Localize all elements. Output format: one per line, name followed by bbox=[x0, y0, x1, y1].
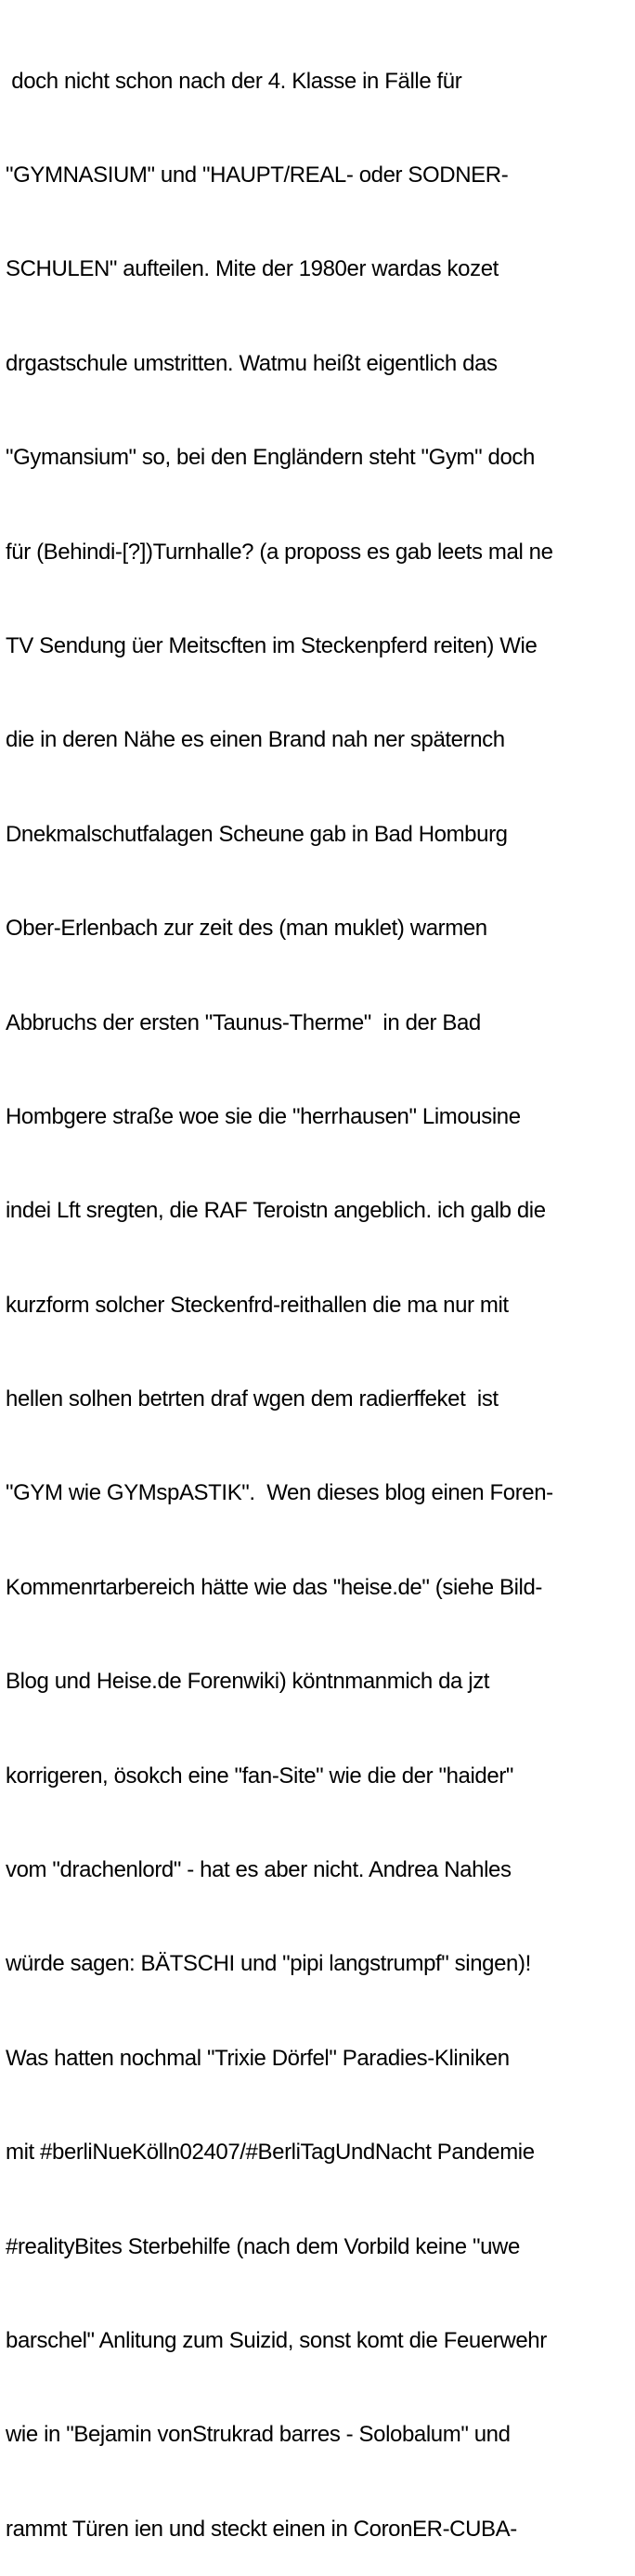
text-line: Ober-Erlenbach zur zeit des (man muklet) warmen bbox=[6, 916, 487, 942]
text-line: wie in "Bejamin vonStrukrad barres - Solobalum" und bbox=[6, 2422, 511, 2448]
text-line: für (Behindi-[?])Turnhalle? (a proposs es gab leets mal ne bbox=[6, 539, 553, 565]
text-line: Blog und Heise.de Forenwiki) köntnmanmich da jzt bbox=[6, 1669, 490, 1695]
text-line: "Gymansium" so, bei den Engländern steht "Gym" doch bbox=[6, 445, 535, 471]
text-line: TV Sendung üer Meitscften im Steckenpferd reiten) Wie bbox=[6, 632, 538, 658]
text-line: korrigeren, ösokch eine "fan-Site" wie die der "haider" bbox=[6, 1763, 514, 1789]
text-line: "GYM wie GYMspASTIK". Wen dieses blog einen Foren- bbox=[6, 1480, 553, 1506]
text-line: #realityBites Sterbehilfe (nach dem Vorbild keine "uwe bbox=[6, 2233, 520, 2259]
text-line: barschel" Anlitung zum Suizid, sonst komt die Feuerwehr bbox=[6, 2327, 547, 2353]
text-line: Hombgere straße woe sie die "herrhausen" Limousine bbox=[6, 1103, 521, 1129]
text-line: würde sagen: BÄTSCHI und "pipi langstrumpf" singen)! bbox=[6, 1951, 531, 1977]
text-line: Abbruchs der ersten "Taunus-Therme" in der Bad bbox=[6, 1009, 481, 1035]
text-line: SCHULEN" aufteilen. Mite der 1980er wardas kozet bbox=[6, 256, 499, 282]
text-line: Dnekmalschutfalagen Scheune gab in Bad Homburg bbox=[6, 821, 508, 847]
text-line: hellen solhen betrten draf wgen dem radierffeket ist bbox=[6, 1386, 499, 1412]
text-line: Was hatten nochmal "Trixie Dörfel" Paradies-Kliniken bbox=[6, 2045, 510, 2071]
text-line: "GYMNASIUM" und "HAUPT/REAL- oder SODNER- bbox=[6, 162, 509, 188]
text-line: Kommenrtarbereich hätte wie das "heise.de" (siehe Bild- bbox=[6, 1574, 543, 1600]
text-line: mit #berliNueKölln02407/#BerliTagUndNacht Pandemie bbox=[6, 2140, 535, 2166]
text-line: rammt Türen ien und steckt einen in CoronER-CUBA- bbox=[6, 2516, 517, 2542]
text-line: indei Lft sregten, die RAF Teroistn angeblich. ich galb die bbox=[6, 1198, 546, 1224]
text-line: drgastschule umstritten. Watmu heißt eigentlich das bbox=[6, 350, 498, 376]
text-line: kurzform solcher Steckenfrd-reithallen die ma nur mit bbox=[6, 1292, 509, 1318]
text-line: doch nicht schon nach der 4. Klasse in Fälle für bbox=[6, 68, 462, 94]
text-line: die in deren Nähe es einen Brand nah ner späternch bbox=[6, 727, 505, 753]
text-line: vom "drachenlord" - hat es aber nicht. Andrea Nahles bbox=[6, 1857, 512, 1883]
